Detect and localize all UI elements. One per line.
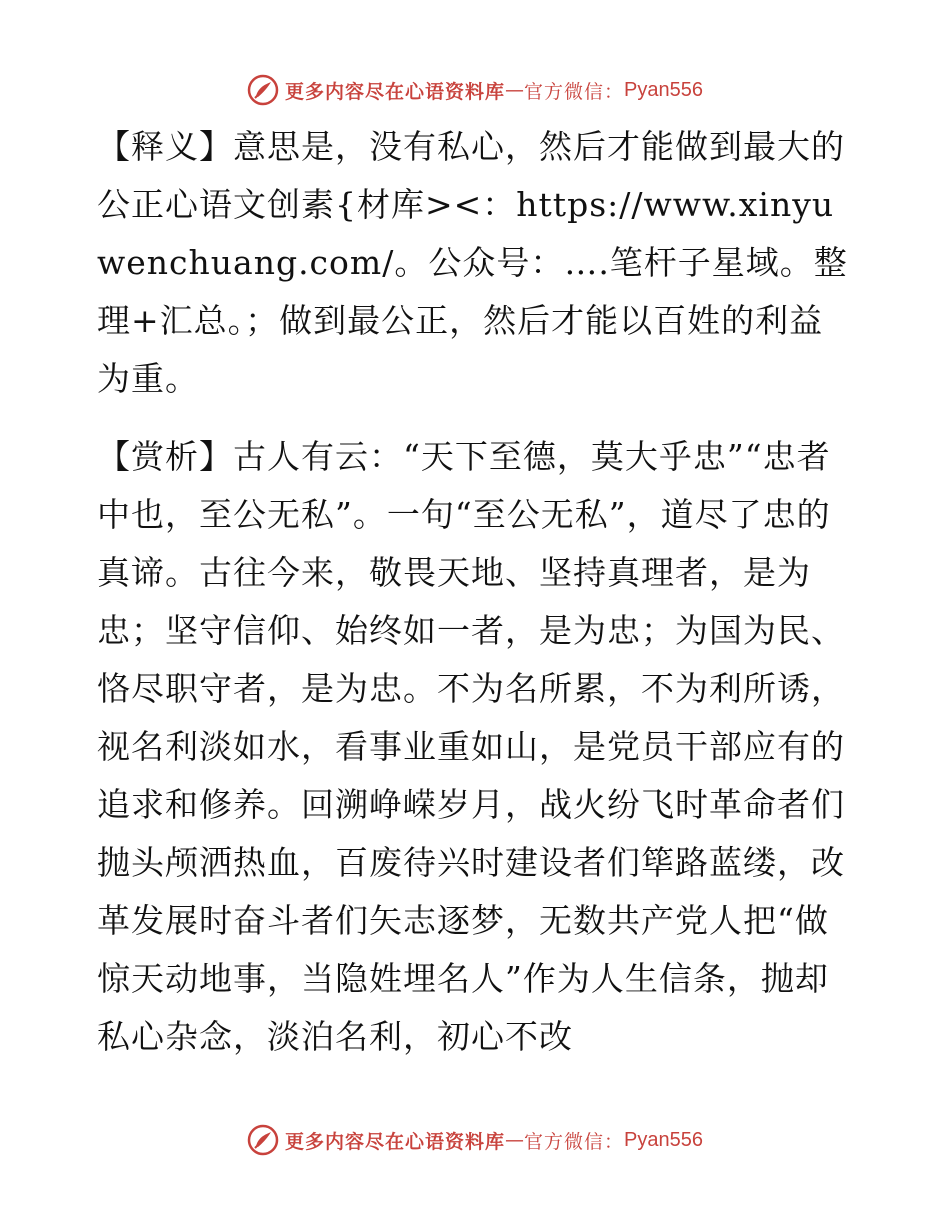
brand-logo-icon bbox=[247, 1124, 279, 1156]
banner-separator: — bbox=[505, 1129, 525, 1151]
header-banner bbox=[0, 70, 950, 110]
banner-account-id: Pyan556 bbox=[624, 1128, 703, 1151]
banner-official-label: 官方微信： bbox=[524, 1130, 625, 1153]
brand-logo-icon bbox=[247, 74, 279, 106]
banner-official-label: 官方微信： bbox=[524, 80, 625, 103]
banner-main-text: 更多内容尽在心语资料库 bbox=[285, 1130, 506, 1153]
banner-main-text: 更多内容尽在心语资料库 bbox=[285, 80, 506, 103]
banner-account-id: Pyan556 bbox=[624, 78, 703, 101]
paragraph-appreciation: 【赏析】古人有云：“天下至德，莫大乎忠”“忠者中也，至公无私”。一句“至公无私”，道尽了忠的真谛。古往今来，敬畏天地、坚持真理者，是为忠；坚守信仰、始终如一者，是为忠；为国为民、恪尽职守者，是为忠。不为名所累，不为利所诱，视名利淡如水，看事业重如山，是党员干部应有的追求和修养。回溯峥嵘岁月，战火纷飞时革命者们抛头颅洒热血，百废待兴时建设者们筚路蓝缕，改革发展时奋斗者们矢志逐梦，无数共产党人把“做惊天动地事，当隐姓埋名人”作为人生信条，抛却私心杂念，淡泊名利，初心不改 bbox=[97, 437, 845, 1056]
paragraph-explanation: 【释义】意思是，没有私心，然后才能做到最大的公正心语文创素{材库><：https://www.xinyuwenchuang.com/。公众号：….笔杆子星域。整理+汇总。；做到最公正，然后才能以百姓的利益为重。 bbox=[97, 127, 848, 398]
banner-separator: — bbox=[505, 79, 525, 101]
document-body bbox=[97, 118, 857, 1066]
footer-banner bbox=[0, 1120, 950, 1160]
